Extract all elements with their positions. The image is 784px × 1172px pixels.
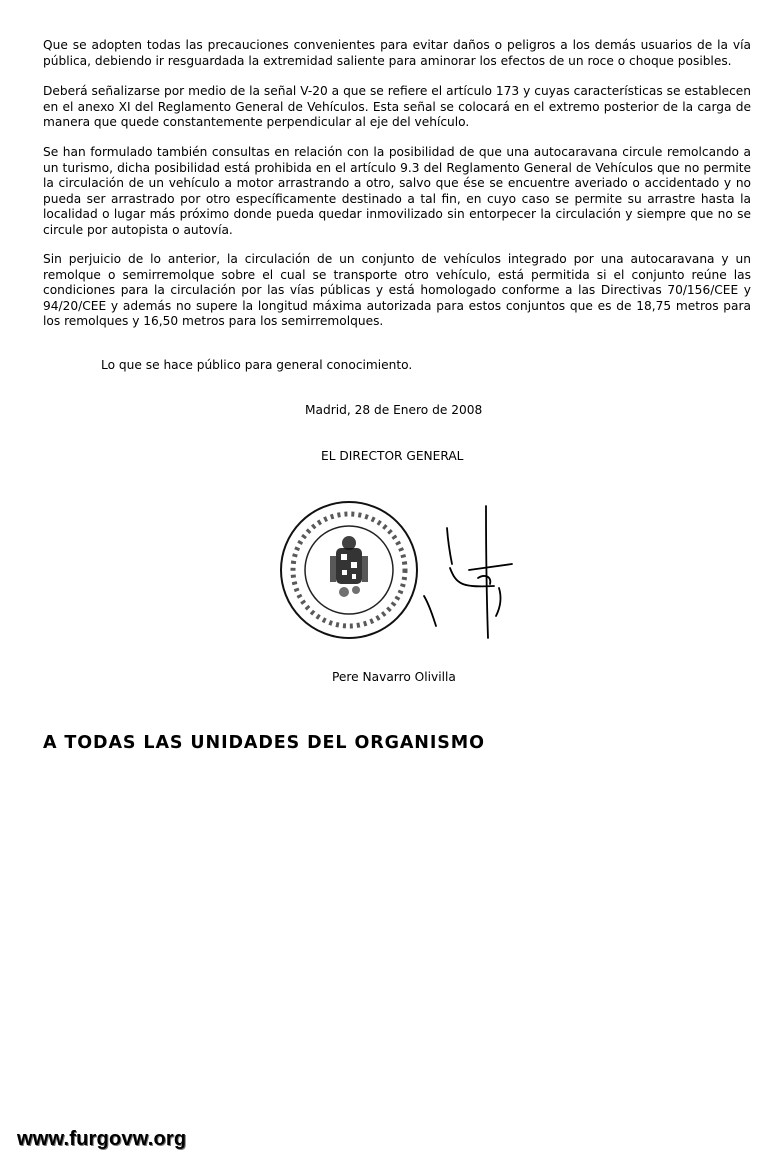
section-heading: A TODAS LAS UNIDADES DEL ORGANISMO [43, 733, 485, 753]
paragraph-trailer-combination: Sin perjuicio de lo anterior, la circulación de un conjunto de vehículos integrado por una autocaravana y un remolque o semirremolque sobre el cual se transporte otro vehículo, está permitida si el conjunto reúne las condiciones para la circulación por las vías públicas y está homologado conforme a las Directivas 70/156/CEE y 94/20/CEE y además no supere la longitud máxima autorizada para estos conjuntos que es de 18,75 metros para los remolques y 16,50 metros para los semirremolques. [43, 252, 751, 328]
place-and-date: Madrid, 28 de Enero de 2008 [305, 403, 483, 417]
paragraph-precautions: Que se adopten todas las precauciones convenientes para evitar daños o peligros a los demás usuarios de la vía pública, debiendo ir resguardada la extremidad saliente para aminorar los efectos de un roce o choque posibles. [43, 38, 751, 68]
closing-statement: Lo que se hace público para general conocimiento. [101, 358, 413, 372]
signer-name: Pere Navarro Olivilla [332, 670, 456, 684]
paragraph-towing-consultation: Se han formulado también consultas en relación con la posibilidad de que una autocaravana circule remolcando a un turismo, dicha posibilidad está prohibida en el artículo 9.3 del Reglamento General de Vehículos que no permite la circulación de un vehículo a motor arrastrando a otro, salvo que ése se encuentre averiado o accidentado y no pueda ser arrastrado por otro específicamente destinado a tal fin, en cuyo caso se permite su arrastre hasta la localidad o lugar más próximo donde pueda quedar inmovilizado sin entorpecer la circulación y siempre que no se circule por autopista o autovía. [43, 145, 751, 237]
site-watermark: www.furgovw.org [17, 1128, 187, 1150]
signer-title: EL DIRECTOR GENERAL [321, 449, 464, 463]
handwritten-signature-icon [264, 498, 524, 643]
seal-and-signature [264, 498, 524, 643]
paragraph-signal-v20: Deberá señalizarse por medio de la señal V-20 a que se refiere el artículo 173 y cuyas características se establecen en el anexo XI del Reglamento General de Vehículos. Esta señal se colocará en el extremo posterior de la carga de manera que quede constantemente perpendicular al eje del vehículo. [43, 84, 751, 129]
